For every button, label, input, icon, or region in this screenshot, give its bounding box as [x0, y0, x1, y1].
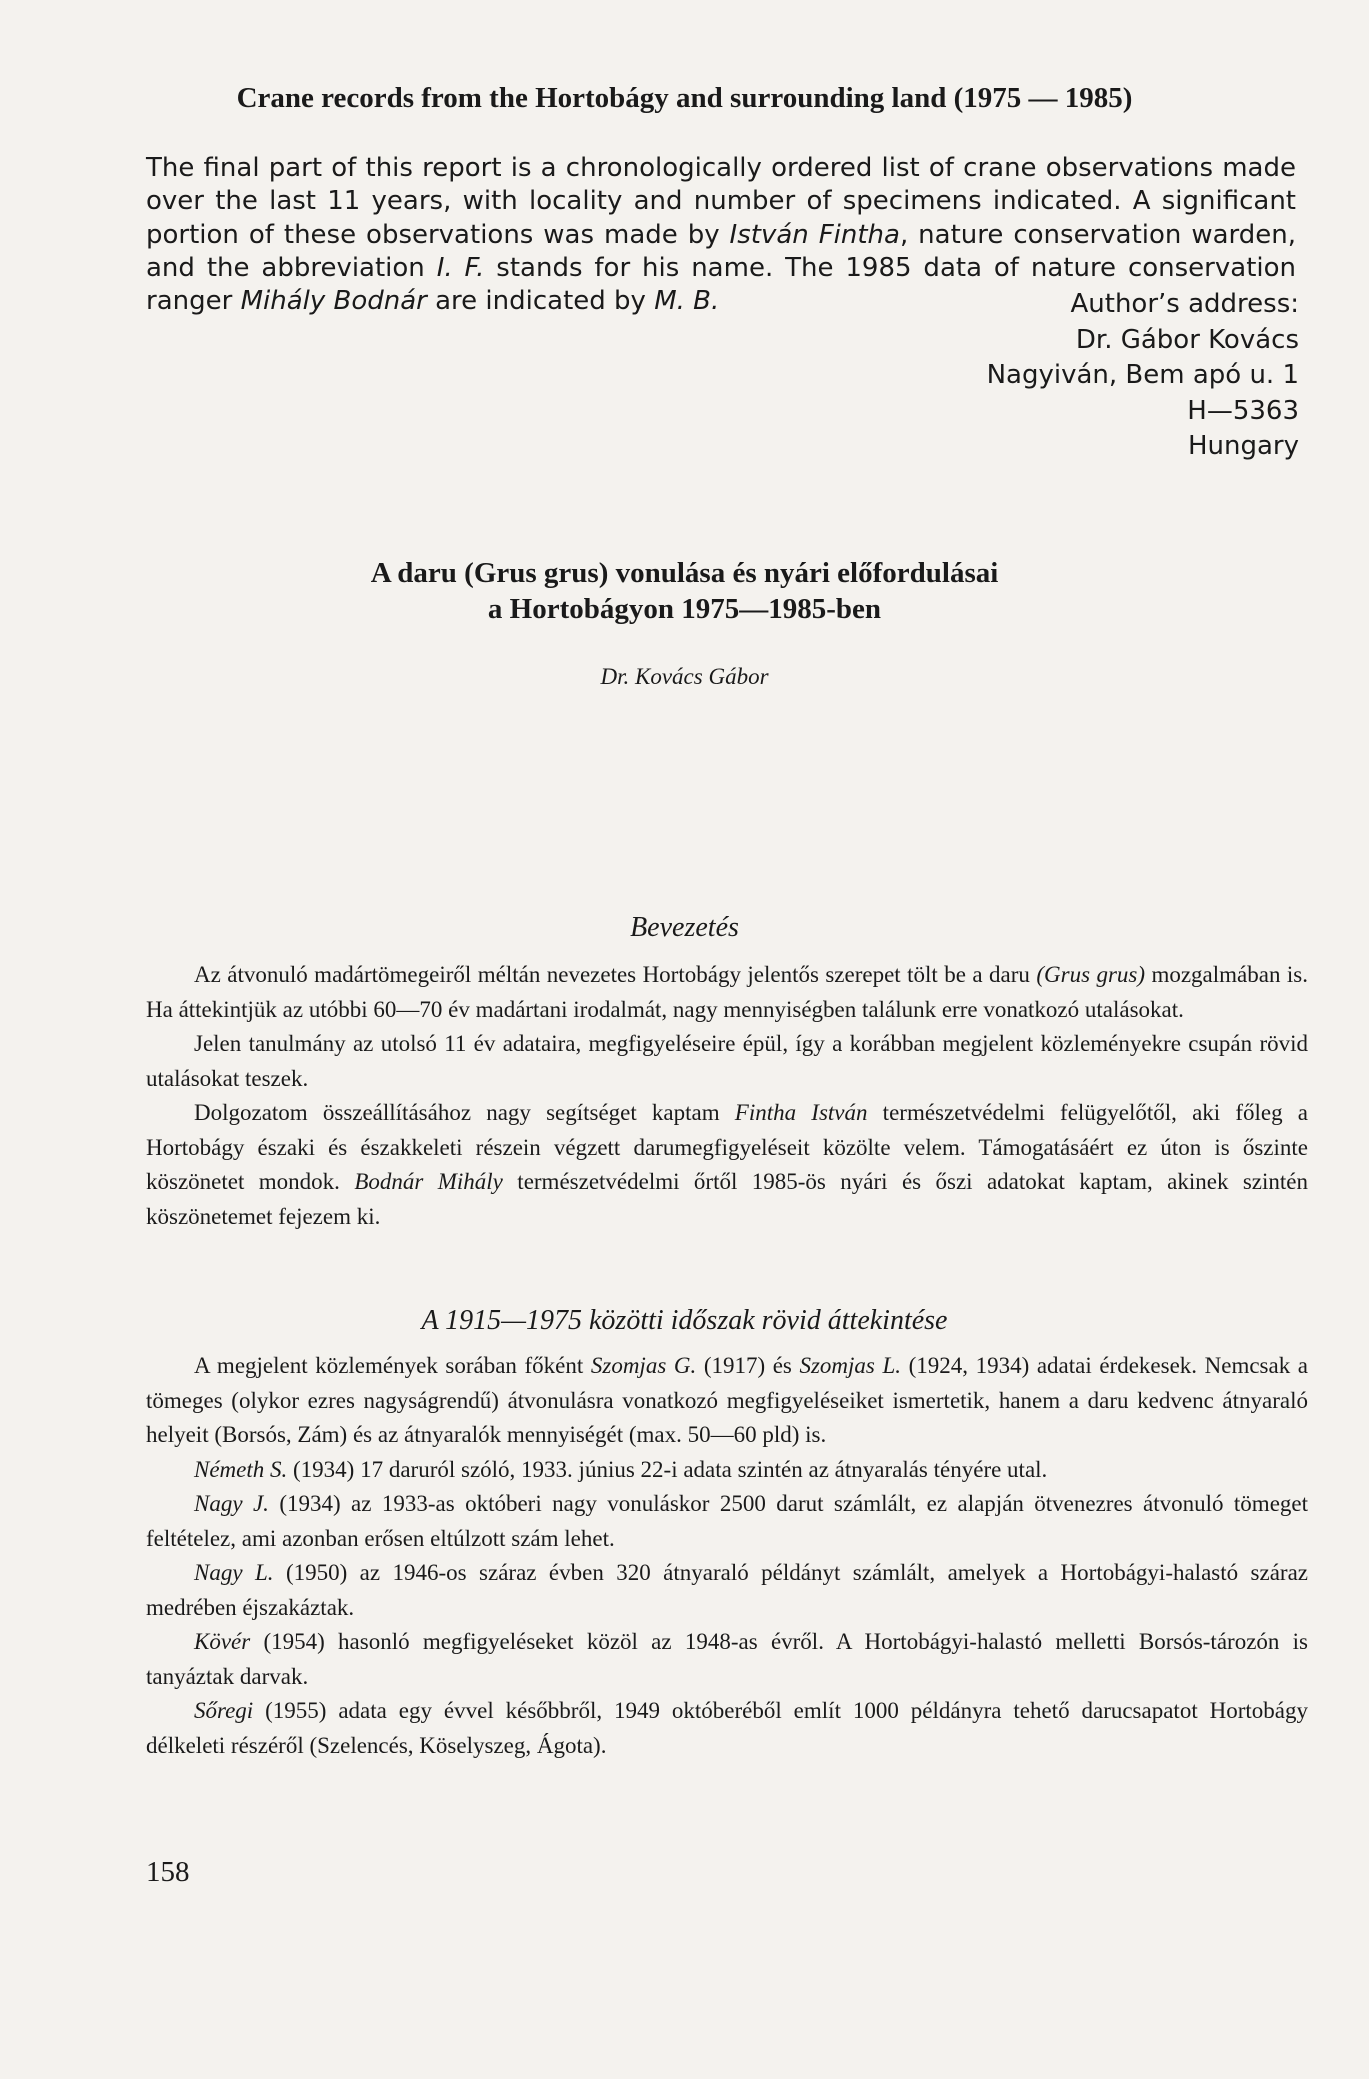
hungarian-title-line-2: a Hortobágyon 1975—1985-ben — [487, 593, 882, 625]
page-number: 158 — [146, 1856, 190, 1888]
person-name: Fintha István — [734, 1100, 868, 1125]
person-name: Bodnár Mihály — [354, 1169, 503, 1194]
article-author: Dr. Kovács Gábor — [600, 664, 769, 689]
hungarian-title-line-1: A daru (Grus grus) vonulása és nyári előfordulásai — [370, 557, 999, 589]
cited-author: Nagy J. — [194, 1491, 269, 1516]
author-address — [987, 287, 1299, 465]
section-heading-overview: A 1915—1975 közötti időszak rövid áttekintése — [421, 1305, 948, 1336]
paragraph: Nagy J. (1934) az 1933-as októberi nagy vonuláskor 2500 darut számlált, ez alapján ötvenezres átvonuló tömeget feltételez, ami azonban erősen eltúlzott szám lehet. — [146, 1491, 1309, 1551]
cited-author: Nagy L. — [194, 1560, 274, 1585]
cited-author: Szomjas L. — [799, 1353, 902, 1378]
address-country: Hungary — [1187, 431, 1299, 461]
section-heading-introduction: Bevezetés — [630, 912, 739, 943]
paragraph: Jelen tanulmány az utolsó 11 év adataira, megfigyeléseire épül, így a korábban megjelent közleményekre csupán rövid utalásokat teszek. — [146, 1031, 1308, 1091]
cited-author: Szomjas G. — [590, 1353, 697, 1378]
address-name: Dr. Gábor Kovács — [1075, 324, 1299, 355]
introduction-body — [146, 958, 1308, 1234]
paragraph: Németh S. (1934) 17 daruról szóló, 1933. június 22-i adata szintén az átnyaralás tényére utal. — [194, 1456, 1048, 1482]
paragraph: Nagy L. (1950) az 1946-os száraz évben 320 átnyaraló példányt számlált, amelyek a Hortobágyi-halastó száraz medrében éjszakáztak. — [146, 1560, 1308, 1620]
paragraph: Sőregi (1955) adata egy évvel későbbről, 1949 októberéből említ 1000 példányra tehető darucsapatot Hortobágy délkeleti részéről (Szelencés, Köselyszeg, Ágota). — [146, 1698, 1308, 1758]
ranger-name: Mihály Bodnár — [240, 286, 427, 317]
cited-author: Németh S. — [194, 1456, 288, 1482]
cited-author: Kövér — [194, 1629, 251, 1654]
paragraph: Dolgozatom összeállításához nagy segítséget kaptam Fintha István természetvédelmi felügyelőtől, aki főleg a Hortobágy északi és északkeleti részein végzett darumegfigyeléseit közölte velem. Támogatásáért ez úton is őszinte köszönetet mondok. Bodnár Mihály természetvédelmi őrtől 1985-ös nyári és őszi adatokat kaptam, akinek szintén köszönetemet fejezem ki. — [146, 1100, 1309, 1229]
address-label: Author’s address: — [1070, 289, 1299, 319]
paragraph: A megjelent közlemények sorában főként Szomjas G. (1917) és Szomjas L. (1924, 1934) adatai érdekesek. Nemcsak a tömeges (olykor ezres nagyságrendű) átvonulásra vonatkozó megfigyeléseiket ismertetik, hanem a daru kedvenc átnyaraló helyeit (Borsós, Zám) és az átnyaralók mennyiségét (max. 50—60 pld) is. — [146, 1353, 1308, 1447]
overview-body — [146, 1349, 1308, 1763]
address-street: Nagyiván, Bem apó u. 1 — [986, 360, 1299, 390]
english-title: Crane records from the Hortobágy and surrounding land (1975 — 1985) — [236, 82, 1133, 114]
ranger-abbreviation: M. B. — [654, 286, 720, 317]
paragraph: Kövér (1954) hasonló megfigyeléseket közöl az 1948-as évről. A Hortobágyi-halastó melletti Borsós-tározón is tanyáztak darvak. — [146, 1629, 1308, 1689]
observer-abbreviation: I. F. — [436, 252, 485, 283]
observer-name: István Fintha — [729, 219, 900, 250]
address-postcode: H—5363 — [1187, 395, 1299, 426]
species-name: (Grus grus) — [1036, 962, 1146, 987]
hungarian-title — [0, 555, 1369, 627]
english-summary-paragraph: The final part of this report is a chronologically ordered list of crane observations made over the last 11 years, with locality and number of specimens indicated. A significant portion of these observations was made by István Fintha, nature conservation warden, and the abbreviation I. F. stands for his name. The 1985 data of nature conservation ranger Mihály Bodnár are indicated by M. B. — [146, 153, 1296, 317]
cited-author: Sőregi — [194, 1698, 254, 1723]
paragraph: Az átvonuló madártömegeiről méltán nevezetes Hortobágy jelentős szerepet tölt be a daru (Grus grus) mozgalmában is. Ha áttekintjük az utóbbi 60—70 év madártani irodalmát, nagy mennyiségben találunk erre vonatkozó utalásokat. — [146, 962, 1308, 1022]
